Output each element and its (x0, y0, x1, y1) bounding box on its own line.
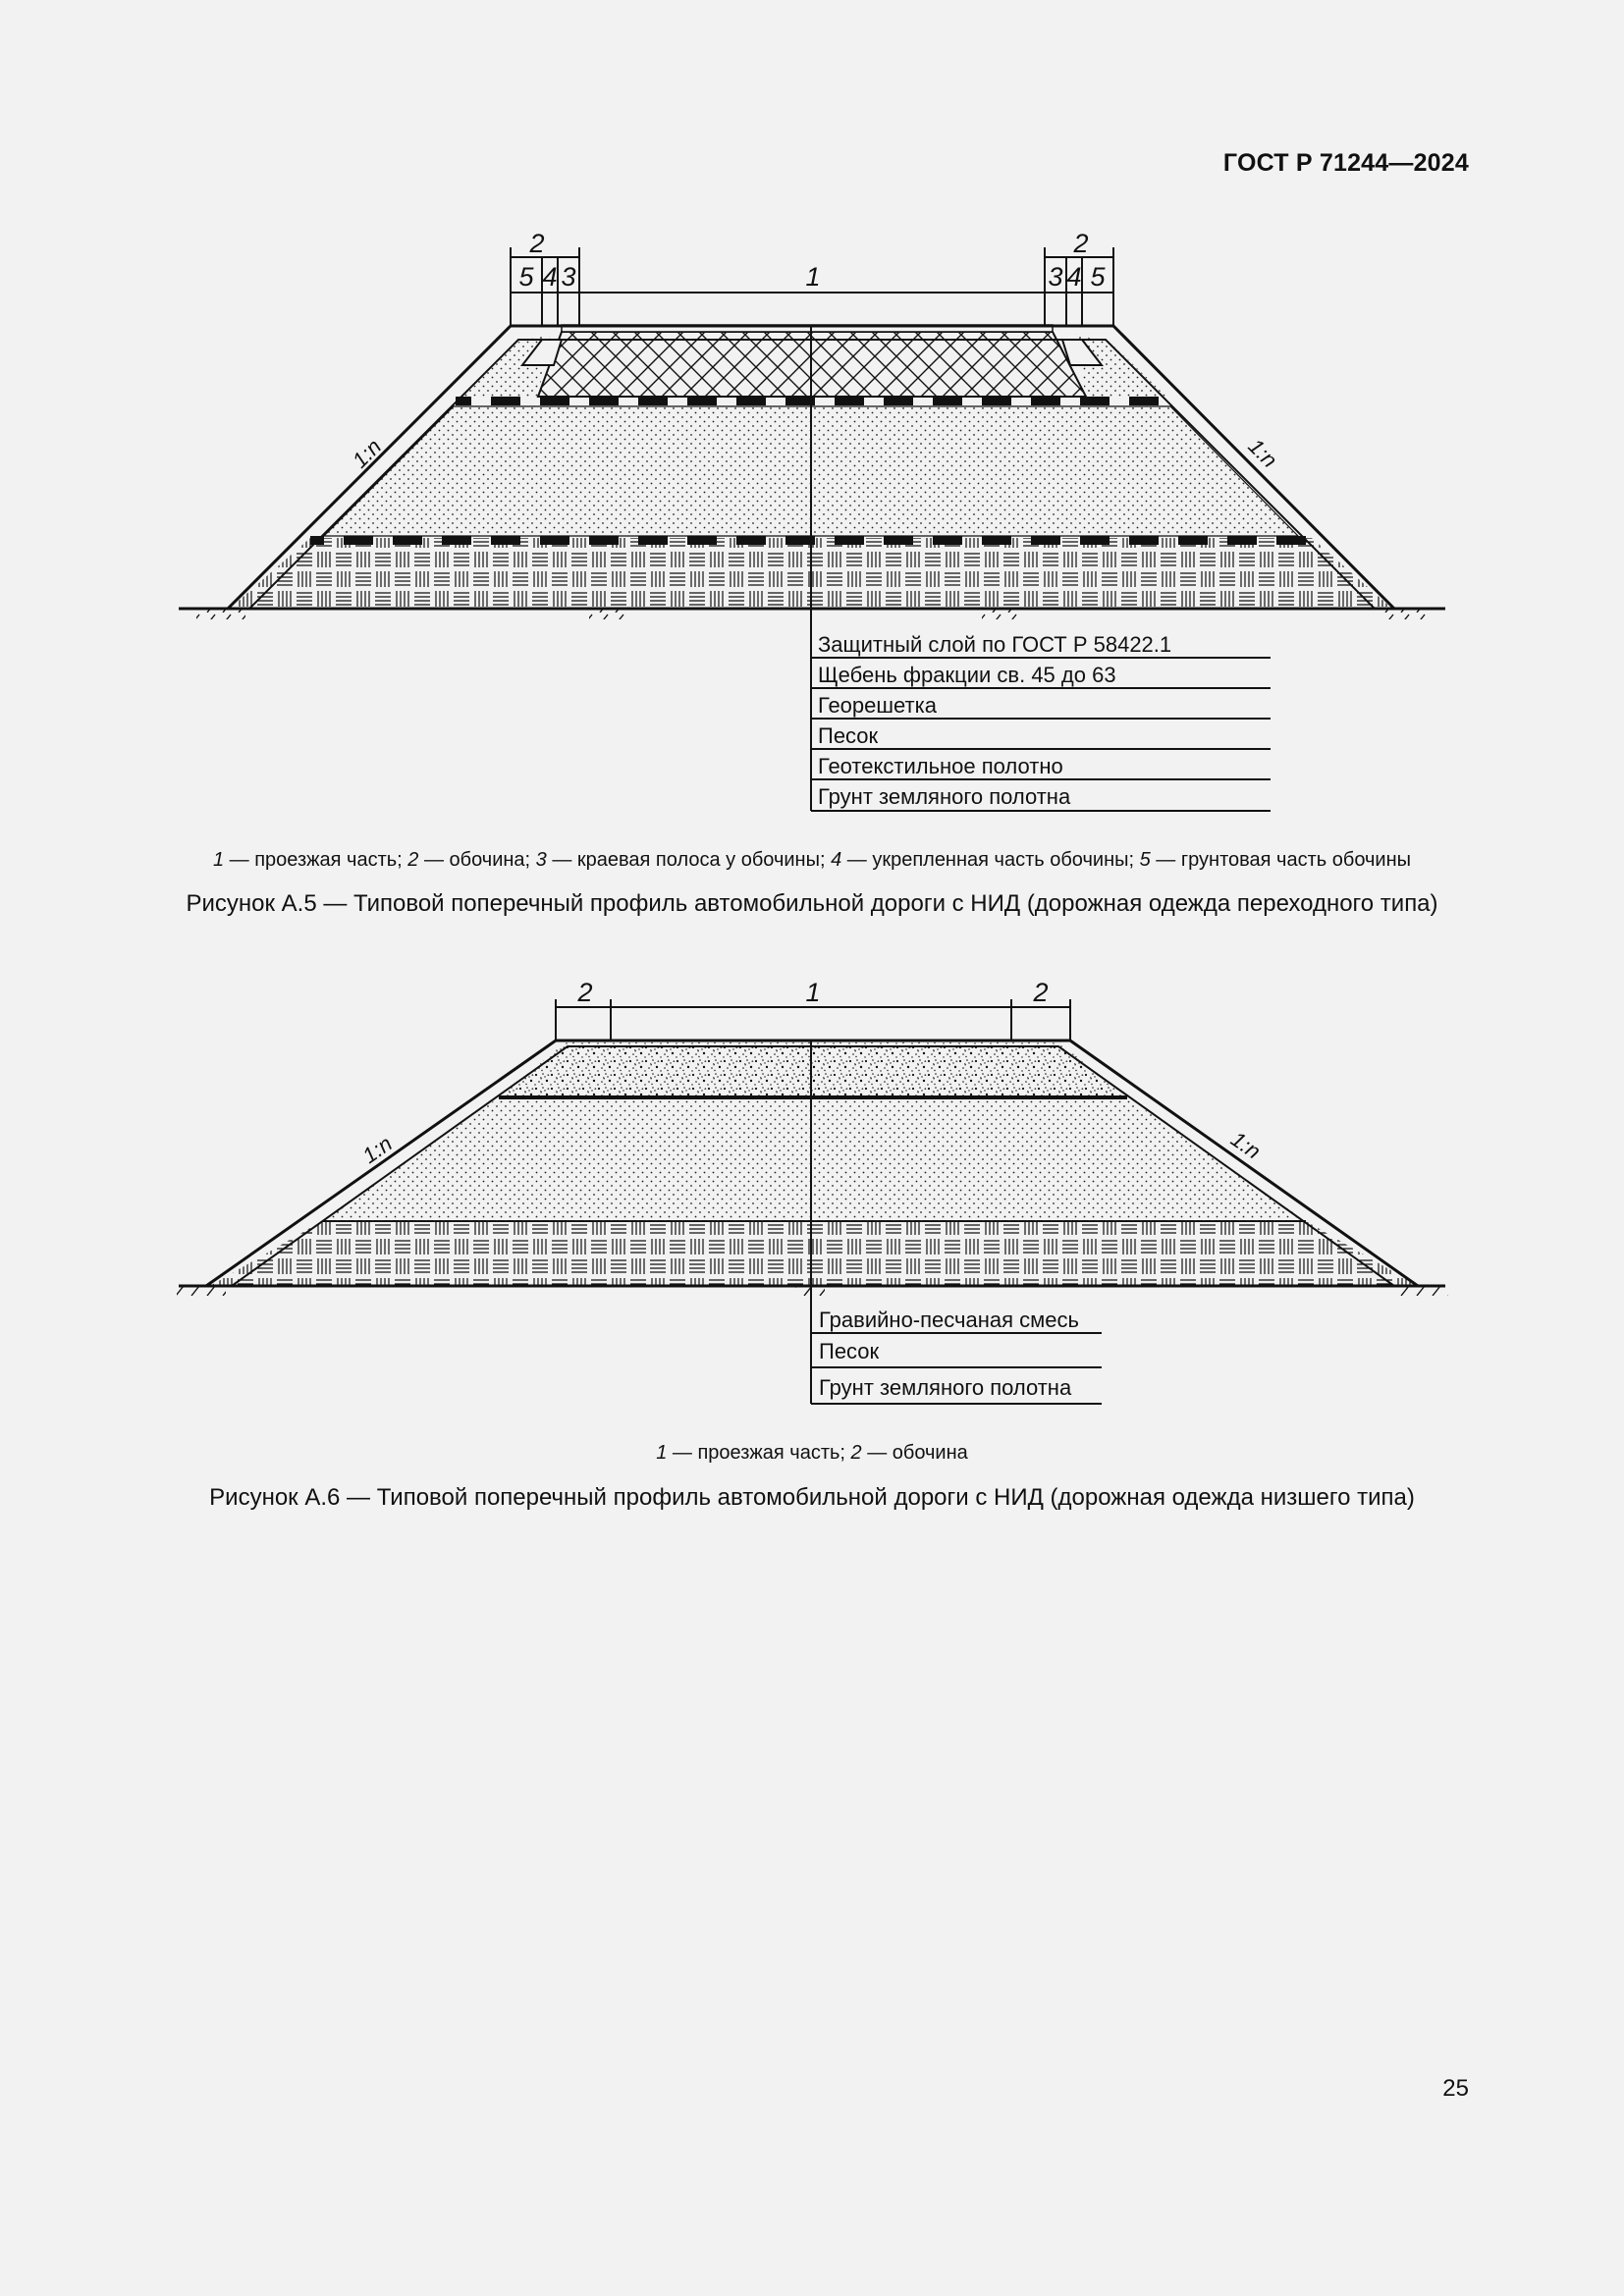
a5-dim-shoulder-right: 2 (1073, 229, 1089, 258)
a5-layer-4: Песок (818, 723, 879, 748)
a5-layer-3: Георешетка (818, 693, 937, 718)
a6-gravel-layer (499, 1041, 1127, 1097)
a5-legend-num-4: 4 (831, 849, 842, 871)
a6-layer-2: Песок (819, 1339, 880, 1363)
a6-legend-num-1: 1 (656, 1442, 668, 1464)
a6-dim-shoulder-right: 2 (1033, 978, 1049, 1007)
a6-slope-right: 1:n (1226, 1126, 1266, 1164)
a5-layer-1: Защитный слой по ГОСТ Р 58422.1 (818, 632, 1172, 657)
a5-slope-left: 1:n (347, 434, 387, 473)
a5-layer-2: Щебень фракции св. 45 до 63 (818, 663, 1116, 687)
a6-legend-text-1: — проезжая часть; (667, 1442, 851, 1464)
a5-legend-text-5: — грунтовая часть обочины (1150, 849, 1412, 871)
a5-dim-right-4: 4 (1066, 262, 1082, 292)
a6-soil-layer (210, 1221, 1418, 1286)
page-number: 25 (1442, 2075, 1469, 2102)
a5-layer-5: Геотекстильное полотно (818, 754, 1063, 778)
a5-dim-right-3: 3 (1048, 262, 1063, 292)
a5-dim-left-4: 4 (542, 262, 558, 292)
a6-layer-3: Грунт земляного полотна (819, 1375, 1072, 1400)
a5-legend-text-1: — проезжая часть; (224, 849, 408, 871)
a5-dim-shoulder-left: 2 (529, 229, 545, 258)
a6-layer-1: Гравийно-песчаная смесь (819, 1308, 1079, 1332)
a5-dim-left-5: 5 (518, 262, 534, 292)
a5-slope-right: 1:n (1243, 433, 1282, 473)
a5-dim-roadway: 1 (805, 262, 821, 292)
figure-a5-drawing (179, 229, 1445, 811)
a5-dim-right-5: 5 (1090, 262, 1106, 292)
a5-layer-6: Грунт земляного полотна (818, 784, 1071, 809)
a5-legend-num-1: 1 (212, 849, 225, 871)
a6-caption: Рисунок А.6 — Типовой поперечный профиль автомобильной дороги с НИД (дорожная одежда низшего типа) (209, 1484, 1415, 1511)
a5-legend (0, 849, 1624, 872)
a6-slope-left: 1:n (357, 1131, 397, 1169)
a5-legend-num-5: 5 (1139, 849, 1151, 871)
a5-legend-text-4: — укрепленная часть обочины; (841, 849, 1140, 871)
a5-legend-text-3: — краевая полоса у обочины; (546, 849, 832, 871)
a6-legend-num-2: 2 (850, 1442, 862, 1464)
a5-legend-num-2: 2 (407, 849, 419, 871)
figure-a6-drawing (177, 978, 1448, 1404)
a6-legend-text-2: — обочина (861, 1442, 968, 1464)
a6-legend (0, 1442, 1624, 1465)
a6-dim-shoulder-left: 2 (577, 978, 593, 1007)
a5-caption: Рисунок А.5 — Типовой поперечный профиль автомобильной дороги с НИД (дорожная одежда переходного типа) (186, 890, 1438, 917)
standard-header: ГОСТ Р 71244—2024 (1222, 149, 1469, 177)
a5-dim-left-3: 3 (561, 262, 576, 292)
a5-legend-num-3: 3 (535, 849, 547, 871)
a6-dim-roadway: 1 (805, 978, 821, 1007)
a5-legend-text-2: — обочина; (418, 849, 536, 871)
